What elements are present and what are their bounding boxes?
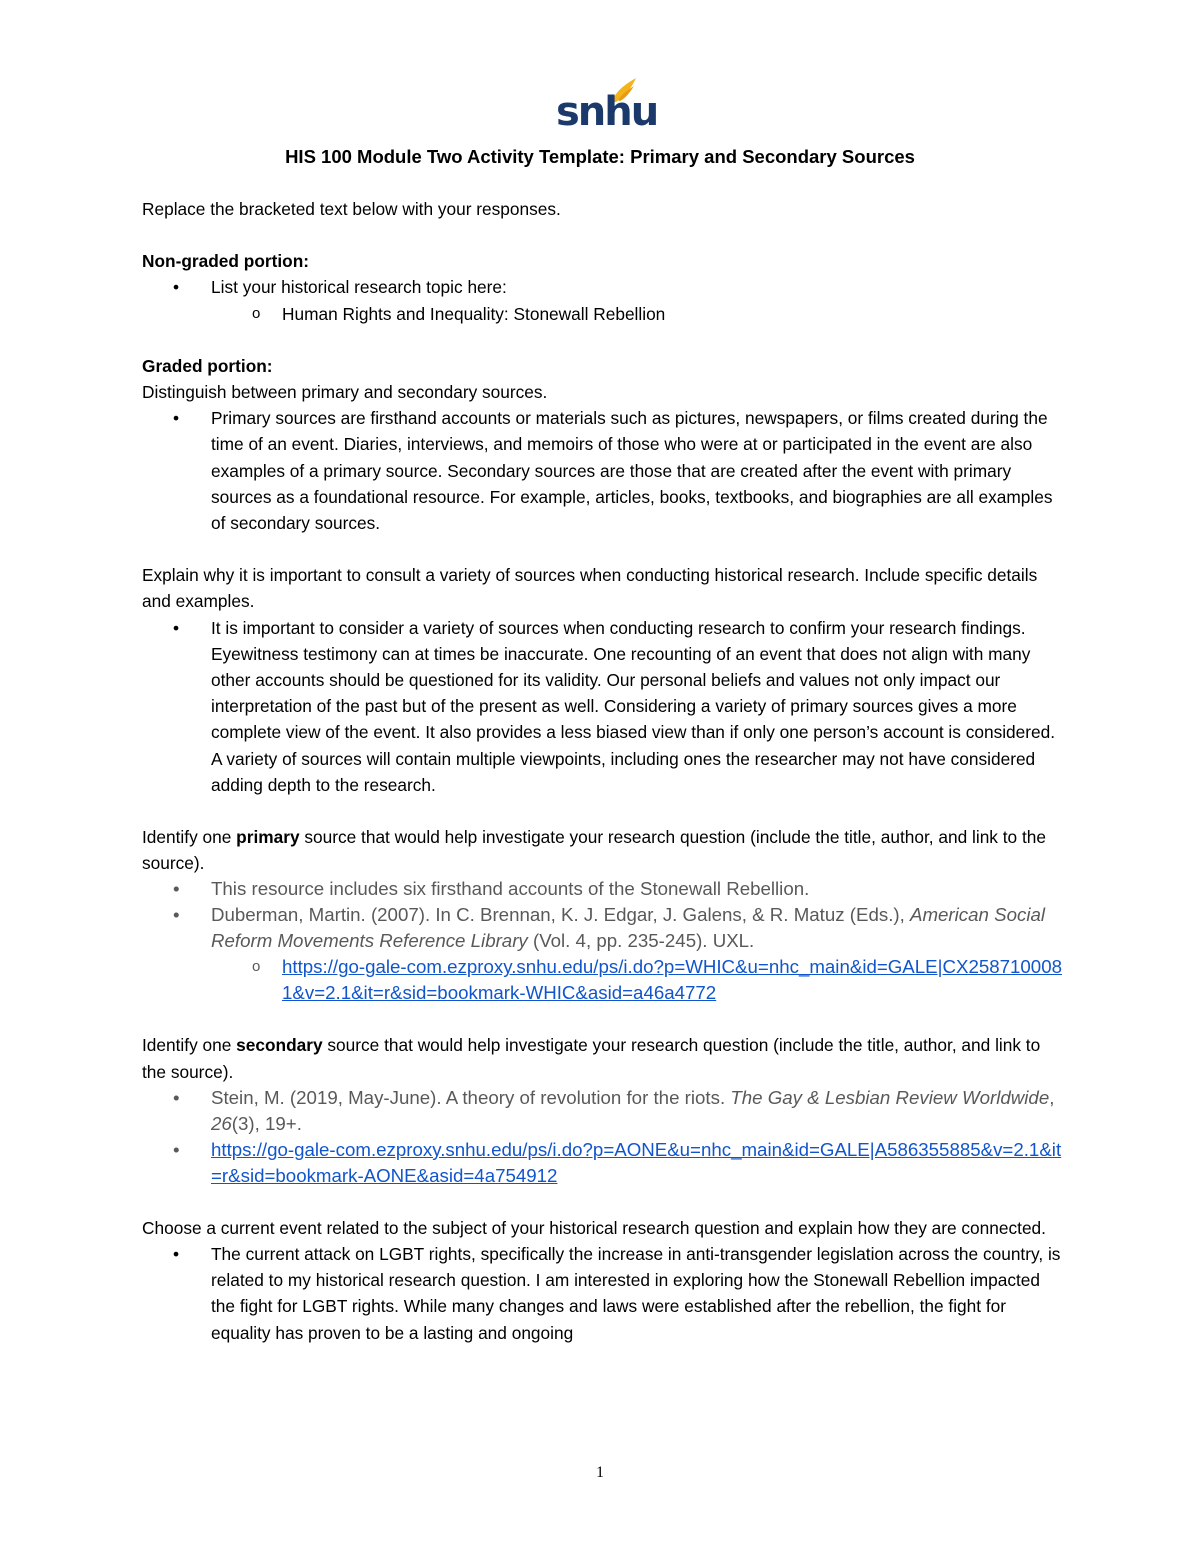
- question-1: Distinguish between primary and secondary sources.: [142, 382, 548, 403]
- answer-3-citation: • Duberman, Martin. (2007). In C. Brennan, K. J. Edgar, J. Galens, & R. Matuz (Eds.), American Social Reform Movements Reference Library (Vol. 4, pp. 235-245). UXL.: [142, 902, 1062, 954]
- secondary-source-link[interactable]: https://go-gale-com.ezproxy.snhu.edu/ps/i.do?p=AONE&u=nhc_main&id=GALE|A586355885&v=2.1&it=r&sid=bookmark-AONE&asid=4a754912: [211, 1138, 1062, 1186]
- answer-1: • Primary sources are firsthand accounts or materials such as pictures, newspapers, or films created during the time of an event. Diaries, interviews, and memoirs of those who were at or participated in the event are also examples of a primary source. Secondary sources are those that are created after the event with primary sources as a foundational resource. For example, articles, books, textbooks, and biographies are all examples of secondary sources.: [142, 405, 1062, 536]
- intro-text: Replace the bracketed text below with your responses.: [142, 199, 561, 219]
- answer-5: • The current attack on LGBT rights, specifically the increase in anti-transgender legislation across the country, is related to my historical research question. I am interested in exploring how the Stonewall Rebellion impacted the fight for LGBT rights. While many changes and laws were established after the rebellion, the fight for equality has proven to be a lasting and ongoing: [142, 1241, 1062, 1346]
- list-item: • List your historical research topic here:: [142, 274, 1062, 300]
- snhu-logo: [556, 76, 658, 135]
- nongraded-heading: Non-graded portion:: [142, 251, 310, 272]
- primary-source-link[interactable]: https://go-gale-com.ezproxy.snhu.edu/ps/i.do?p=WHIC&u=nhc_main&id=GALE|CX2587100081&v=2.1&it=r&sid=bookmark-WHIC&asid=a46a4772: [282, 956, 1062, 1004]
- page-number: 1: [596, 1464, 604, 1481]
- question-2: Explain why it is important to consult a variety of sources when conducting historical research. Include specific details and examples.: [142, 565, 1038, 612]
- sub-list-item: o Human Rights and Inequality: Stonewall Rebellion: [142, 301, 1062, 327]
- answer-3-link-item: [142, 954, 1062, 1006]
- nongraded-list: [142, 274, 1062, 326]
- answer-3-item-1: • This resource includes six firsthand accounts of the Stonewall Rebellion.: [142, 876, 1062, 902]
- logo-text: snhu: [556, 89, 658, 135]
- question-5: Choose a current event related to the subject of your historical research question and explain how they are connected.: [142, 1217, 1046, 1238]
- page-title: HIS 100 Module Two Activity Template: Primary and Secondary Sources: [285, 146, 915, 167]
- document-body: [142, 196, 1062, 1346]
- answer-4-citation: • Stein, M. (2019, May-June). A theory of revolution for the riots. The Gay & Lesbian Review Worldwide, 26(3), 19+.: [142, 1085, 1062, 1137]
- graded-heading: Graded portion:: [142, 355, 273, 376]
- answer-4-link-item: [142, 1137, 1062, 1189]
- question-3: Identify one primary source that would help investigate your research question (include the title, author, and link to the source).: [142, 827, 1046, 874]
- answer-2: • It is important to consider a variety of sources when conducting research to confirm your research findings. Eyewitness testimony can at times be inaccurate. One recounting of an event that does not align with many other accounts should be questioned for its validity. Our personal beliefs and values not only impact our interpretation of the past but of the present as well. Considering a variety of primary sources gives a more complete view of the event. It also provides a less biased view than if only one person’s account is considered. A variety of sources will contain multiple viewpoints, including ones the researcher may not have considered adding depth to the research.: [142, 615, 1062, 798]
- question-4: Identify one secondary source that would help investigate your research question (include the title, author, and link to the source).: [142, 1035, 1041, 1082]
